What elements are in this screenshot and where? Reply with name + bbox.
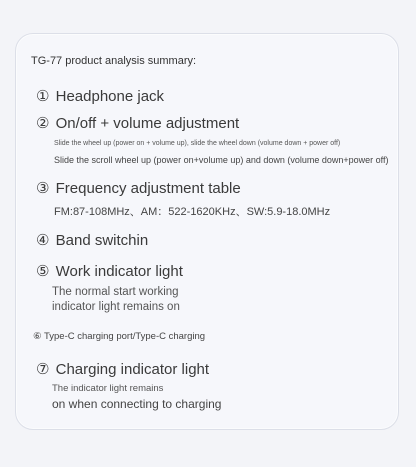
item-label: Charging indicator light [55,361,210,378]
item-work-light [36,262,183,280]
item-number: ⑤ [36,263,50,280]
summary-title: TG-77 product analysis summary: [31,55,197,67]
item-charging-light [36,360,209,378]
item-label: Headphone jack [55,88,165,105]
item-label: Type-C charging port/Type-C charging [44,331,206,342]
item-onoff-volume [36,114,239,132]
volume-note-small: Slide the wheel up (power on + volume up), slide the wheel down (volume down + power off) [54,140,341,147]
work-light-line-1: The normal start working [52,286,179,298]
work-light-line-2: indicator light remains on [52,301,180,313]
item-label: Band switchin [55,232,149,249]
item-number: ② [36,115,50,132]
item-headphone-jack [36,87,164,105]
item-number: ⑥ [33,331,42,342]
item-number: ① [36,88,50,105]
item-typec-port [33,331,205,342]
item-label: On/off + volume adjustment [55,115,240,132]
item-label: Work indicator light [55,263,183,280]
frequency-ranges: FM:87-108MHz、AM：522-1620KHz、SW:5.9-18.0MHz [54,206,331,218]
item-band-switch [36,231,148,249]
charge-light-line-2: on when connecting to charging [52,397,222,411]
item-number: ④ [36,232,50,249]
volume-note: Slide the scroll wheel up (power on+volume up) and down (volume down+power off) [54,155,389,165]
charge-light-line-1: The indicator light remains [52,383,164,394]
item-frequency-table [36,179,241,197]
item-number: ③ [36,180,50,197]
item-number: ⑦ [36,361,50,378]
item-label: Frequency adjustment table [55,180,241,197]
